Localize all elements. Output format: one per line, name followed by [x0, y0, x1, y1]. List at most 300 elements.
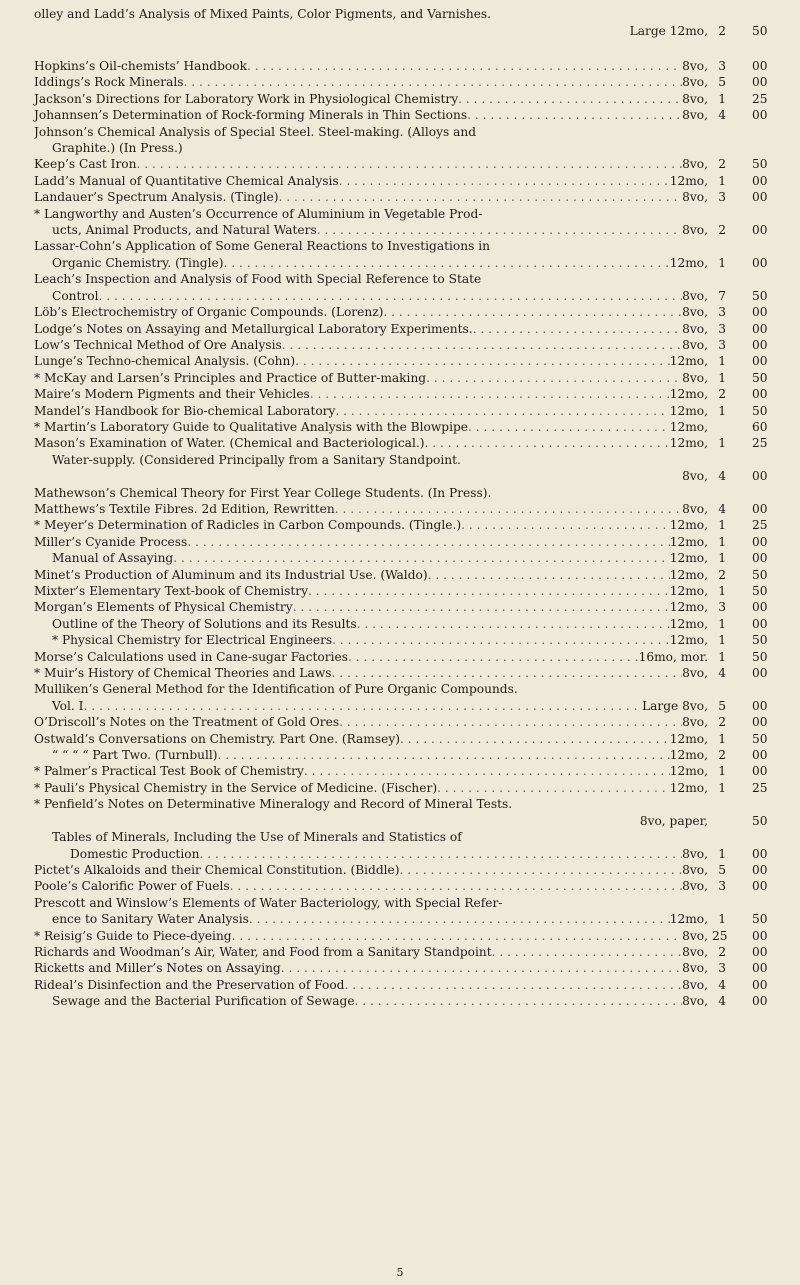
price-dollars: 3: [718, 600, 726, 615]
book-format: 8vo,: [682, 75, 708, 90]
header-title: olley and Ladd’s Analysis of Mixed Paints, Color Pigments, and Varnishes.: [34, 7, 492, 21]
book-title: * Langworthy and Austen’s Occurrence of Aluminium in Vegetable Prod-: [34, 206, 483, 221]
book-price: [712, 862, 774, 878]
leader-dots: [424, 435, 669, 451]
book-title: Ostwald’s Conversations on Chemistry. Part One. (Ramsey): [34, 731, 400, 746]
book-title: Maire’s Modern Pigments and their Vehicles: [34, 387, 310, 402]
book-entry: [34, 386, 774, 402]
price-dollars: 3: [718, 190, 726, 205]
book-entry: [34, 747, 774, 763]
book-entry: [34, 501, 774, 517]
price-cents: 00: [752, 469, 768, 484]
price-dollars: 25: [712, 928, 728, 943]
book-price: [712, 878, 774, 894]
price-cents: 00: [752, 715, 768, 730]
leader-dots: [199, 846, 682, 862]
book-title: Minet’s Production of Aluminum and its Industrial Use. (Waldo): [34, 567, 428, 582]
price-cents: 00: [752, 977, 768, 992]
book-price: [712, 665, 774, 681]
catalog-header: [34, 6, 774, 40]
book-title: Low’s Technical Method of Ore Analysis: [34, 337, 282, 352]
book-format: 12mo,: [669, 633, 708, 648]
book-format: 8vo,: [682, 977, 708, 992]
book-title: Miller’s Cyanide Process: [34, 534, 188, 549]
book-price: [712, 304, 774, 320]
price-cents: 00: [752, 748, 768, 763]
book-entry: [34, 944, 774, 960]
book-format: 8vo,: [682, 862, 708, 877]
leader-dots: [230, 878, 682, 894]
book-entry: [34, 681, 774, 714]
header-price: [712, 23, 774, 40]
book-entry: [34, 567, 774, 583]
book-price: [712, 337, 774, 353]
book-price: [712, 698, 774, 714]
price-dollars: 1: [718, 436, 726, 451]
book-entry: [34, 370, 774, 386]
book-price: [712, 632, 774, 648]
leader-dots: [355, 993, 683, 1009]
book-format: 12mo,: [669, 600, 708, 615]
price-cents: 00: [752, 108, 768, 123]
book-format: 12mo,: [669, 419, 708, 434]
book-price: [712, 583, 774, 599]
book-format: 8vo,: [682, 337, 708, 352]
book-format: 8vo,: [682, 59, 708, 73]
book-entry: [34, 91, 774, 107]
book-price: [712, 517, 774, 533]
book-title: * Penfield’s Notes on Determinative Mineralogy and Record of Mineral Tests.: [34, 797, 513, 812]
book-entry: [34, 862, 774, 878]
book-entry: [34, 452, 774, 485]
book-format: 8vo,: [682, 321, 708, 336]
book-entry: [34, 665, 774, 681]
leader-dots: [344, 977, 682, 993]
leader-dots: [339, 714, 682, 730]
book-title: Domestic Production: [70, 846, 200, 861]
price-cents: 00: [752, 75, 768, 90]
book-format: 12mo,: [669, 551, 708, 566]
price-dollars: 2: [718, 157, 726, 172]
leader-dots: [331, 665, 682, 681]
price-dollars: 1: [718, 584, 726, 598]
leader-dots: [348, 649, 639, 665]
leader-dots: [232, 928, 683, 944]
book-title: Johannsen’s Determination of Rock-forming Minerals in Thin Sections: [34, 108, 468, 123]
book-entry: [34, 124, 774, 157]
book-price: [712, 567, 774, 583]
book-entry: [34, 649, 774, 665]
price-dollars: 4: [718, 666, 726, 681]
book-entry: [34, 435, 774, 451]
book-title: Morse’s Calculations used in Cane-sugar Factories: [34, 649, 348, 664]
book-entry: [34, 419, 774, 435]
book-entry: [34, 928, 774, 944]
book-entry: [34, 977, 774, 993]
book-price: [712, 993, 774, 1009]
book-format: 12mo,: [669, 616, 708, 631]
book-title: Outline of the Theory of Solutions and its Results: [52, 616, 357, 631]
price-cents: 50: [752, 288, 768, 303]
book-format: 8vo, paper,: [639, 813, 708, 828]
price-cents: 00: [752, 387, 768, 402]
price-cents: 00: [752, 698, 768, 713]
price-dollars: 2: [718, 715, 726, 730]
price-dollars: 4: [718, 108, 726, 123]
price-cents: 25: [752, 91, 768, 106]
leader-dots: [136, 156, 682, 172]
book-entry: [34, 550, 774, 566]
leader-dots: [293, 599, 670, 615]
price-dollars: 1: [718, 354, 726, 369]
price-dollars: 5: [718, 75, 726, 90]
book-entry: [34, 517, 774, 533]
book-price: [712, 550, 774, 566]
book-title: Ladd’s Manual of Quantitative Chemical Analysis: [34, 173, 339, 188]
leader-dots: [98, 288, 682, 304]
leader-dots: [492, 944, 682, 960]
book-price: [712, 288, 774, 304]
leader-dots: [279, 189, 683, 205]
book-entry: [34, 321, 774, 337]
price-cents: 00: [752, 879, 768, 894]
price-dollars: 2: [718, 223, 726, 238]
book-title: Graphite.) (In Press.): [52, 141, 183, 156]
book-entry: [34, 599, 774, 615]
book-format: 12mo,: [669, 780, 708, 795]
book-format: 12mo,: [669, 912, 708, 927]
price-dollars: 1: [718, 551, 726, 566]
book-title: Pictet’s Alkaloids and their Chemical Constitution. (Biddle): [34, 862, 400, 877]
price-cents: 00: [752, 764, 768, 779]
leader-dots: [467, 107, 682, 123]
book-title: Lunge’s Techno-chemical Analysis. (Cohn): [34, 354, 296, 369]
price-dollars: 3: [718, 305, 726, 320]
book-price: [712, 419, 774, 435]
leader-dots: [461, 517, 670, 533]
book-format: 8vo,: [682, 370, 708, 385]
book-entry: [34, 993, 774, 1009]
book-title: ucts, Animal Products, and Natural Waters: [52, 223, 317, 238]
book-entry: [34, 534, 774, 550]
page-number: 5: [396, 1266, 404, 1279]
price-cents: 00: [752, 223, 768, 238]
book-title: Leach’s Inspection and Analysis of Food with Special Reference to State: [34, 272, 482, 287]
price-cents: 50: [752, 403, 768, 418]
price-cents: 00: [752, 534, 768, 549]
book-entry: [34, 403, 774, 419]
book-entry: [34, 878, 774, 894]
book-price: [712, 846, 774, 862]
book-title: Manual of Assaying: [52, 551, 174, 566]
book-format: 8vo,: [682, 91, 708, 106]
book-price: [712, 255, 774, 271]
leader-dots: [281, 960, 682, 976]
book-price: [712, 58, 774, 74]
price-dollars: [712, 419, 726, 435]
book-price: [712, 189, 774, 205]
price-cents: 50: [752, 813, 768, 828]
price-cents: 00: [752, 337, 768, 352]
book-title: Keep’s Cast Iron: [34, 157, 137, 172]
book-title: Sewage and the Bacterial Purification of Sewage: [52, 994, 355, 1009]
book-price: [712, 780, 774, 796]
price-cents: 00: [752, 190, 768, 205]
book-price: [712, 960, 774, 976]
book-title: Poole’s Calorific Power of Fuels: [34, 879, 230, 894]
book-entry: [34, 156, 774, 172]
book-entry: [34, 796, 774, 829]
price-dollars: 1: [718, 91, 726, 106]
book-entry: [34, 763, 774, 779]
price-dollars: 1: [718, 616, 726, 631]
price-dollars: 1: [718, 518, 726, 533]
leader-dots: [332, 632, 670, 648]
leader-dots: [437, 780, 670, 796]
book-title: Ricketts and Miller’s Notes on Assaying: [34, 961, 281, 976]
book-format: 8vo,: [682, 190, 708, 205]
book-format: 12mo,: [669, 534, 708, 549]
price-cents: 00: [752, 862, 768, 877]
price-dollars: 4: [718, 977, 726, 992]
header-format: Large 12mo,: [629, 24, 708, 38]
leader-dots: [317, 222, 682, 238]
leader-dots: [304, 763, 670, 779]
leader-dots: [339, 173, 670, 189]
book-entry: [34, 206, 774, 239]
price-dollars: 4: [718, 469, 726, 484]
book-title: Matthews’s Textile Fibres. 2d Edition, Rewritten: [34, 501, 335, 516]
leader-dots: [383, 304, 682, 320]
book-format: 8vo,: [682, 846, 708, 861]
price-cents: 50: [752, 157, 768, 172]
book-title: * Muir’s History of Chemical Theories and Laws: [34, 666, 332, 681]
price-dollars: 3: [718, 961, 726, 976]
price-cents: 25: [752, 780, 768, 795]
book-title: Mason’s Examination of Water. (Chemical and Bacteriological.): [34, 436, 425, 451]
price-cents: 00: [752, 551, 768, 566]
book-title: Johnson’s Chemical Analysis of Special Steel. Steel-making. (Alloys and: [34, 124, 477, 139]
price-cents: 50: [752, 731, 768, 746]
book-price: [712, 977, 774, 993]
book-entry: [34, 173, 774, 189]
price-cents: 25: [752, 436, 768, 451]
leader-dots: [249, 911, 670, 927]
price-dollars: 1: [718, 370, 726, 385]
book-format: 12mo,: [669, 173, 708, 188]
book-entry: [34, 731, 774, 747]
book-format: 12mo,: [669, 764, 708, 779]
price-dollars: 5: [718, 698, 726, 713]
price-cents: 00: [752, 501, 768, 516]
leader-dots: [473, 321, 682, 337]
book-title: Mathewson’s Chemical Theory for First Year College Students. (In Press).: [34, 485, 492, 500]
price-dollars: 2: [718, 567, 726, 582]
price-dollars: 2: [718, 748, 726, 763]
book-title: Lassar-Cohn’s Application of Some General Reactions to Investigations in: [34, 239, 490, 254]
book-entry: [34, 337, 774, 353]
book-price: [712, 468, 774, 484]
price-dollars: 1: [718, 912, 726, 927]
price-cents: 50: [752, 370, 768, 385]
book-title: Mulliken’s General Method for the Identification of Pure Organic Compounds.: [34, 682, 518, 697]
book-price: [712, 731, 774, 747]
price-cents: 50: [752, 633, 768, 648]
leader-dots: [458, 91, 682, 107]
book-title: Lodge’s Notes on Assaying and Metallurgical Laboratory Experiments.: [34, 321, 473, 336]
leader-dots: [426, 370, 682, 386]
book-entry: [34, 485, 774, 501]
leader-dots: [223, 255, 669, 271]
leader-dots: [184, 74, 683, 90]
book-price: [712, 386, 774, 402]
book-price: [712, 156, 774, 172]
price-dollars: 5: [718, 862, 726, 877]
price-cents: 50: [752, 24, 768, 38]
book-format: 12mo,: [669, 354, 708, 369]
leader-dots: [468, 419, 670, 435]
price-dollars: 1: [718, 764, 726, 779]
leader-dots: [400, 862, 683, 878]
price-cents: 00: [752, 928, 768, 943]
book-entry: [34, 632, 774, 648]
price-dollars: 3: [718, 337, 726, 352]
price-dollars: 4: [718, 501, 726, 516]
price-dollars: 7: [718, 288, 726, 303]
book-title: Organic Chemistry. (Tingle): [52, 255, 224, 270]
book-price: [712, 222, 774, 238]
book-format: 8vo,: [682, 288, 708, 303]
book-entry: [34, 960, 774, 976]
price-cents: 50: [752, 912, 768, 927]
book-format: 12mo,: [669, 584, 708, 598]
leader-dots: [295, 353, 670, 369]
book-entry: [34, 107, 774, 123]
leader-dots: [308, 583, 670, 599]
price-dollars: 1: [718, 403, 726, 418]
leader-dots: [357, 616, 670, 632]
book-format: 8vo,: [682, 879, 708, 894]
book-title: * Physical Chemistry for Electrical Engineers: [52, 633, 333, 648]
price-dollars: 2: [718, 24, 726, 38]
price-dollars: 4: [718, 994, 726, 1009]
book-title: Rideal’s Disinfection and the Preservation of Food: [34, 977, 345, 992]
price-dollars: 1: [718, 633, 726, 648]
book-format: 16mo, mor.: [638, 649, 708, 664]
book-entry: [34, 780, 774, 796]
book-title: Iddings’s Rock Minerals: [34, 75, 184, 90]
book-title: ence to Sanitary Water Analysis: [52, 912, 249, 927]
book-title: Richards and Woodman’s Air, Water, and Food from a Sanitary Standpoint: [34, 944, 492, 959]
price-cents: 00: [752, 846, 768, 861]
book-title: Mixter’s Elementary Text-book of Chemistry: [34, 584, 309, 598]
book-entry: [34, 353, 774, 369]
book-entry: [34, 271, 774, 304]
book-format: 8vo,: [682, 994, 708, 1009]
price-dollars: 1: [718, 780, 726, 795]
book-format: 8vo,: [682, 715, 708, 730]
book-format: 8vo,: [682, 223, 708, 238]
book-format: 12mo,: [669, 436, 708, 451]
book-price: [712, 435, 774, 451]
price-dollars: 2: [718, 944, 726, 959]
book-price: [712, 911, 774, 927]
book-price: [712, 173, 774, 189]
price-dollars: [712, 813, 726, 829]
price-dollars: 1: [718, 173, 726, 188]
price-cents: 60: [752, 419, 768, 434]
leader-dots: [247, 58, 682, 74]
book-entry: [34, 304, 774, 320]
book-price: [712, 944, 774, 960]
book-title: Landauer’s Spectrum Analysis. (Tingle): [34, 190, 279, 205]
book-title: * Pauli’s Physical Chemistry in the Service of Medicine. (Fischer): [34, 780, 438, 795]
price-cents: 00: [752, 994, 768, 1009]
leader-dots: [282, 337, 682, 353]
book-price: [712, 616, 774, 632]
book-format: 8vo,: [682, 469, 708, 484]
book-title: Jackson’s Directions for Laboratory Work in Physiological Chemistry: [34, 91, 459, 106]
price-dollars: 3: [718, 879, 726, 894]
book-price: [712, 403, 774, 419]
leader-dots: [83, 698, 642, 714]
price-cents: 00: [752, 321, 768, 336]
book-title: Löb’s Electrochemistry of Organic Compounds. (Lorenz): [34, 305, 384, 320]
price-dollars: 3: [718, 321, 726, 336]
book-entry: [34, 74, 774, 90]
book-title: * Palmer’s Practical Test Book of Chemistry: [34, 764, 304, 779]
book-price: [712, 370, 774, 386]
price-cents: 00: [752, 173, 768, 188]
price-cents: 00: [752, 59, 768, 73]
price-cents: 00: [752, 305, 768, 320]
book-price: [712, 501, 774, 517]
book-entry: [34, 189, 774, 205]
book-title: Morgan’s Elements of Physical Chemistry: [34, 600, 293, 615]
price-cents: 50: [752, 584, 768, 598]
price-dollars: 1: [718, 846, 726, 861]
price-cents: 00: [752, 600, 768, 615]
book-entry: [34, 238, 774, 271]
price-dollars: 1: [718, 534, 726, 549]
book-price: [712, 928, 774, 944]
leader-dots: [218, 747, 670, 763]
book-entry: [34, 895, 774, 928]
book-title: Tables of Minerals, Including the Use of Minerals and Statistics of: [52, 830, 462, 845]
book-price: [712, 763, 774, 779]
book-format: 12mo,: [669, 387, 708, 402]
price-cents: 00: [752, 354, 768, 369]
book-format: 8vo,: [682, 961, 708, 976]
book-title: * Meyer’s Determination of Radicles in Carbon Compounds. (Tingle.): [34, 518, 462, 533]
book-entry: [34, 58, 774, 74]
price-dollars: 2: [718, 387, 726, 402]
price-dollars: 1: [718, 255, 726, 270]
book-format: 8vo,: [682, 928, 708, 943]
leader-dots: [400, 731, 670, 747]
book-list: [34, 58, 774, 1010]
book-format: 8vo,: [682, 157, 708, 172]
book-price: [712, 534, 774, 550]
book-entry: [34, 616, 774, 632]
header-format-line: [34, 23, 774, 40]
book-title: “ “ “ “ Part Two. (Turnbull): [52, 748, 218, 763]
book-format: 8vo,: [682, 666, 708, 681]
book-title: Control: [52, 288, 99, 303]
book-title: * Martin’s Laboratory Guide to Qualitative Analysis with the Blowpipe: [34, 419, 469, 434]
price-cents: 00: [752, 616, 768, 631]
price-cents: 50: [752, 649, 768, 664]
